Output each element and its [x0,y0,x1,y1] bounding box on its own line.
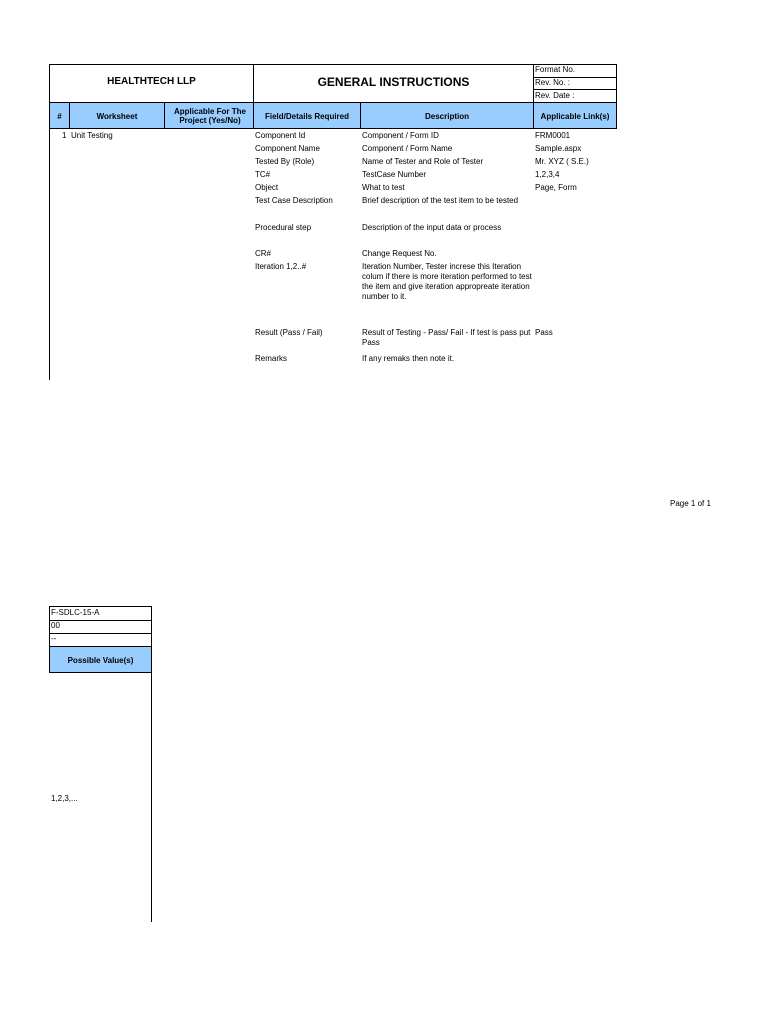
field-description: Change Request No. [362,249,437,258]
column-header-number: # [57,112,62,121]
page-number: Page 1 of 1 [670,499,711,508]
field-description: Component / Form Name [362,144,453,153]
field-description: Name of Tester and Role of Tester [362,157,484,166]
field-link: Page, Form [535,183,577,192]
format-no-value: F-SDLC-15-A [51,608,100,617]
column-header-link: Applicable Link(s) [540,112,610,121]
row-worksheet: Unit Testing [71,131,113,140]
p2-border-top [49,606,151,607]
p2-line-4 [49,672,151,673]
field-description: Result of Testing - Pass/ Fail - If test is pass put Pass [362,328,531,347]
rev-date-value: -- [51,634,57,643]
field-description: Description of the input data or process [362,223,502,232]
rev-no-label: Rev. No. : [535,78,570,87]
p2-line-2 [49,633,151,634]
border-header-bottom [49,128,616,129]
field-link: FRM0001 [535,131,571,140]
field-name: Procedural step [255,223,312,232]
rev-no-value: 00 [51,621,60,630]
field-description: What to test [362,183,405,192]
field-name: Result (Pass / Fail) [255,328,323,337]
column-header-description: Description [424,112,469,121]
field-name: Remarks [255,354,288,363]
field-link: Sample.aspx [535,144,582,153]
rev-date-label: Rev. Date : [535,91,575,100]
col-divider-2 [164,102,165,129]
field-name: Iteration 1,2..# [255,262,307,271]
field-link: 1,2,3,4 [535,170,560,179]
border-right [616,64,617,129]
field-description: TestCase Number [362,170,427,179]
field-name: Component Id [255,131,306,140]
company-name: HEALTHTECH LLP [107,76,196,87]
row-number: 1 [62,131,67,140]
p2-border-right [151,606,152,922]
field-name: Component Name [255,144,320,153]
column-header-field: Field/Details Required [264,112,350,121]
iteration-possible-value: 1,2,3,... [51,794,78,803]
field-name: TC# [255,170,271,179]
column-header-applicable: Applicable For The Project (Yes/No) [173,107,246,125]
meta-line-2 [533,89,616,90]
field-description: If any remaks then note it. [362,354,455,363]
field-link: Pass [535,328,553,337]
field-link: Mr. XYZ ( S.E.) [535,157,589,166]
p2-line-1 [49,620,151,621]
p2-line-3 [49,646,151,647]
document-title: GENERAL INSTRUCTIONS [317,75,470,89]
field-description: Brief description of the test item to be tested [362,196,519,205]
field-description: Component / Form ID [362,131,439,140]
column-header-possible-values: Possible Value(s) [67,656,134,665]
border-top [49,64,616,65]
field-name: Tested By (Role) [255,157,315,166]
border-header-top [49,102,616,103]
field-name: Object [255,183,279,192]
field-name: CR# [255,249,272,258]
field-name: Test Case Description [255,196,333,205]
column-header-worksheet: Worksheet [96,112,138,121]
format-no-label: Format No. [535,65,576,74]
field-description: Iteration Number, Tester increse this Iteration colum if there is more iteration performed to test the item and give iteration appropreate iteration number to it. [362,262,532,301]
